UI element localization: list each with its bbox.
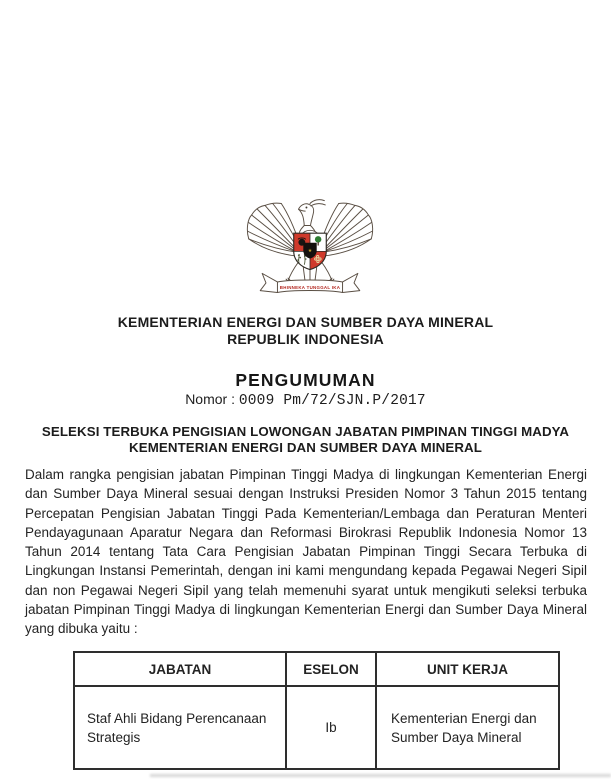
subtitle-line-2: KEMENTERIAN ENERGI DAN SUMBER DAYA MINERAL bbox=[129, 439, 482, 455]
garuda-pancasila-emblem bbox=[243, 192, 377, 304]
banyan-tree-icon bbox=[315, 236, 322, 243]
republic-line: REPUBLIK INDONESIA bbox=[227, 331, 384, 347]
star-icon: ★ bbox=[307, 248, 313, 254]
nomor-label: Nomor : bbox=[185, 391, 235, 407]
table-header-jabatan: JABATAN bbox=[74, 652, 286, 686]
pancasila-shield bbox=[294, 233, 327, 269]
page-title: PENGUMUMAN bbox=[235, 370, 376, 390]
table-row bbox=[74, 686, 559, 769]
vacancy-table bbox=[73, 651, 560, 770]
cell-eselon: Ib bbox=[286, 686, 376, 769]
document-number-line bbox=[0, 391, 611, 409]
cell-jabatan: Staf Ahli Bidang Perencanaan Strategis bbox=[74, 686, 286, 769]
table-header-unit-kerja: UNIT KERJA bbox=[376, 652, 559, 686]
cell-unit-kerja: Kementerian Energi dan Sumber Daya Mineral bbox=[376, 686, 559, 769]
table-header-eselon: ESELON bbox=[286, 652, 376, 686]
motto-text: BHINNEKA TUNGGAL IKA bbox=[279, 284, 341, 290]
body-paragraph: Dalam rangka pengisian jabatan Pimpinan Tinggi Madya di lingkungan Kementerian Energi dan Sumber Daya Mineral sesuai dengan Instruksi Presiden Nomor 3 Tahun 2015 tentang Percepatan Pengisian Jabatan Tinggi Pada Kementerian/Lembaga dan Peraturan Menteri Pendayagunaan Aparatur Negara dan Reformasi Birokrasi Republik Indonesia Nomor 13 Tahun 2014 tentang Tata Cara Pengisian Jabatan Pimpinan Tinggi Secara Terbuka di Lingkungan Instansi Pemerintah, dengan ini kami mengundang kepada Pegawai Negeri Sipil dan non Pegawai Negeri Sipil yang telah memenuhi syarat untuk mengikuti seleksi terbuka jabatan Pimpinan Tinggi Madya di lingkungan Kementerian Energi dan Sumber Daya Mineral yang dibuka yaitu : bbox=[25, 467, 587, 637]
ministry-name: KEMENTERIAN ENERGI DAN SUMBER DAYA MINERAL bbox=[117, 314, 494, 330]
garuda-wing-left bbox=[247, 203, 300, 256]
garuda-wing-right bbox=[320, 203, 373, 256]
scan-artifact bbox=[150, 774, 611, 777]
subtitle-line-1: SELEKSI TERBUKA PENGISIAN LOWONGAN JABATAN PIMPINAN TINGGI MADYA bbox=[41, 424, 570, 439]
garuda-head bbox=[299, 200, 326, 233]
ministry-header bbox=[0, 314, 611, 348]
nomor-value: 0009 Pm/72/SJN.P/2017 bbox=[238, 393, 426, 409]
table-header-row bbox=[74, 652, 559, 686]
announcement-subtitle bbox=[0, 424, 611, 455]
